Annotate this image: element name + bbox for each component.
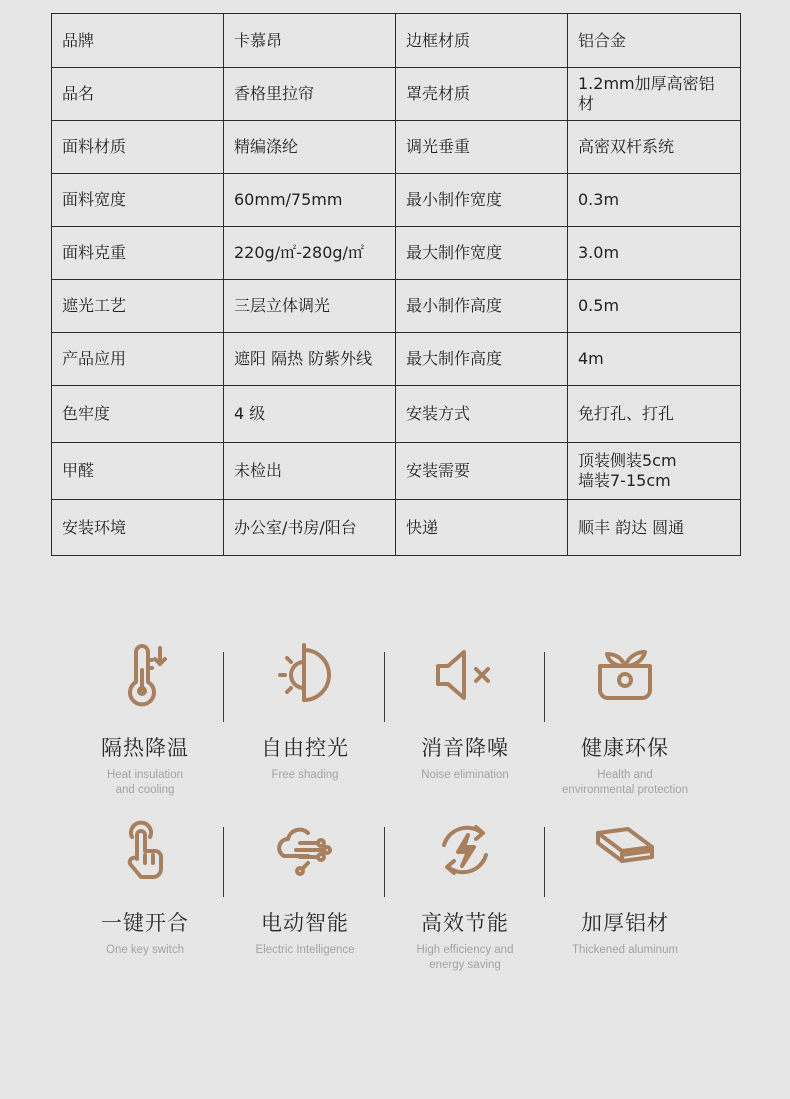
feature-subtitle: Health and environmental protection xyxy=(562,769,688,796)
spec-value: 铝合金 xyxy=(568,14,741,68)
feature-one-key-switch xyxy=(65,815,225,958)
feature-noise-elimination xyxy=(385,640,545,783)
spec-row xyxy=(52,14,741,68)
feature-free-shading xyxy=(225,640,385,783)
feature-title: 加厚铝材 xyxy=(581,911,669,935)
spec-value: 未检出 xyxy=(224,443,396,500)
spec-row xyxy=(52,121,741,174)
feature-title: 自由控光 xyxy=(261,736,349,760)
aluminum-profile-icon xyxy=(590,815,660,885)
spec-value: 高密双杆系统 xyxy=(568,121,741,174)
spec-value: 顺丰 韵达 圆通 xyxy=(568,500,741,556)
sun-shade-icon xyxy=(270,640,340,710)
spec-label: 遮光工艺 xyxy=(52,280,224,333)
spec-label: 罩壳材质 xyxy=(396,68,568,121)
spec-label: 调光垂重 xyxy=(396,121,568,174)
feature-title: 高效节能 xyxy=(421,911,509,935)
feature-title: 隔热降温 xyxy=(101,736,189,760)
spec-label: 最小制作高度 xyxy=(396,280,568,333)
feature-title: 电动智能 xyxy=(261,911,349,935)
features-section xyxy=(65,640,705,990)
spec-label: 边框材质 xyxy=(396,14,568,68)
spec-row xyxy=(52,68,741,121)
feature-energy-saving xyxy=(385,815,545,973)
spec-value: 三层立体调光 xyxy=(224,280,396,333)
speaker-mute-icon xyxy=(430,640,500,710)
feature-subtitle: Heat insulation and cooling xyxy=(106,769,184,796)
spec-value: 60mm/75mm xyxy=(224,174,396,227)
smart-cloud-icon xyxy=(270,815,340,885)
spec-label: 安装方式 xyxy=(396,386,568,443)
spec-value: 免打孔、打孔 xyxy=(568,386,741,443)
spec-value: 遮阳 隔热 防紫外线 xyxy=(224,333,396,386)
spec-label: 品牌 xyxy=(52,14,224,68)
feature-title: 健康环保 xyxy=(581,736,669,760)
spec-value: 精编涤纶 xyxy=(224,121,396,174)
spec-row xyxy=(52,500,741,556)
divider xyxy=(223,652,224,722)
eco-box-icon xyxy=(590,640,660,710)
spec-row xyxy=(52,174,741,227)
spec-label: 产品应用 xyxy=(52,333,224,386)
spec-value: 0.3m xyxy=(568,174,741,227)
thermometer-icon xyxy=(110,640,180,710)
spec-row xyxy=(52,386,741,443)
spec-label: 品名 xyxy=(52,68,224,121)
spec-value: 0.5m xyxy=(568,280,741,333)
spec-label: 面料材质 xyxy=(52,121,224,174)
feature-subtitle: One key switch xyxy=(106,944,184,956)
feature-title: 一键开合 xyxy=(101,911,189,935)
features-row-1 xyxy=(65,640,705,815)
spec-value: 4m xyxy=(568,333,741,386)
feature-electric-intelligence xyxy=(225,815,385,958)
spec-row xyxy=(52,443,741,500)
spec-label: 色牢度 xyxy=(52,386,224,443)
spec-label: 面料克重 xyxy=(52,227,224,280)
spec-row xyxy=(52,227,741,280)
spec-label: 安装环境 xyxy=(52,500,224,556)
spec-row xyxy=(52,333,741,386)
spec-table xyxy=(51,13,741,556)
spec-value: 220g/㎡-280g/㎡ xyxy=(224,227,396,280)
spec-label: 最大制作高度 xyxy=(396,333,568,386)
spec-label: 安装需要 xyxy=(396,443,568,500)
features-row-2 xyxy=(65,815,705,990)
spec-row xyxy=(52,280,741,333)
spec-value: 香格里拉帘 xyxy=(224,68,396,121)
finger-tap-icon xyxy=(110,815,180,885)
spec-value: 3.0m xyxy=(568,227,741,280)
spec-value: 顶装侧装5cm 墙装7-15cm xyxy=(568,443,741,500)
feature-title: 消音降噪 xyxy=(421,736,509,760)
feature-heat-insulation xyxy=(65,640,225,798)
spec-value: 1.2mm加厚高密铝材 xyxy=(568,68,741,121)
spec-label: 快递 xyxy=(396,500,568,556)
spec-value: 办公室/书房/阳台 xyxy=(224,500,396,556)
divider xyxy=(223,827,224,897)
feature-subtitle: Electric Intelligence xyxy=(255,944,355,956)
feature-subtitle: Thickened aluminum xyxy=(571,944,679,956)
spec-label: 最小制作宽度 xyxy=(396,174,568,227)
feature-subtitle: High efficiency and energy saving xyxy=(416,944,514,971)
feature-health-eco xyxy=(545,640,705,798)
energy-bolt-icon xyxy=(430,815,500,885)
spec-label: 最大制作宽度 xyxy=(396,227,568,280)
feature-subtitle: Free shading xyxy=(271,769,339,781)
feature-subtitle: Noise elimination xyxy=(421,769,509,781)
spec-label: 甲醛 xyxy=(52,443,224,500)
spec-value: 卡慕昂 xyxy=(224,14,396,68)
feature-thickened-aluminum xyxy=(545,815,705,958)
spec-label: 面料宽度 xyxy=(52,174,224,227)
spec-value: 4 级 xyxy=(224,386,396,443)
